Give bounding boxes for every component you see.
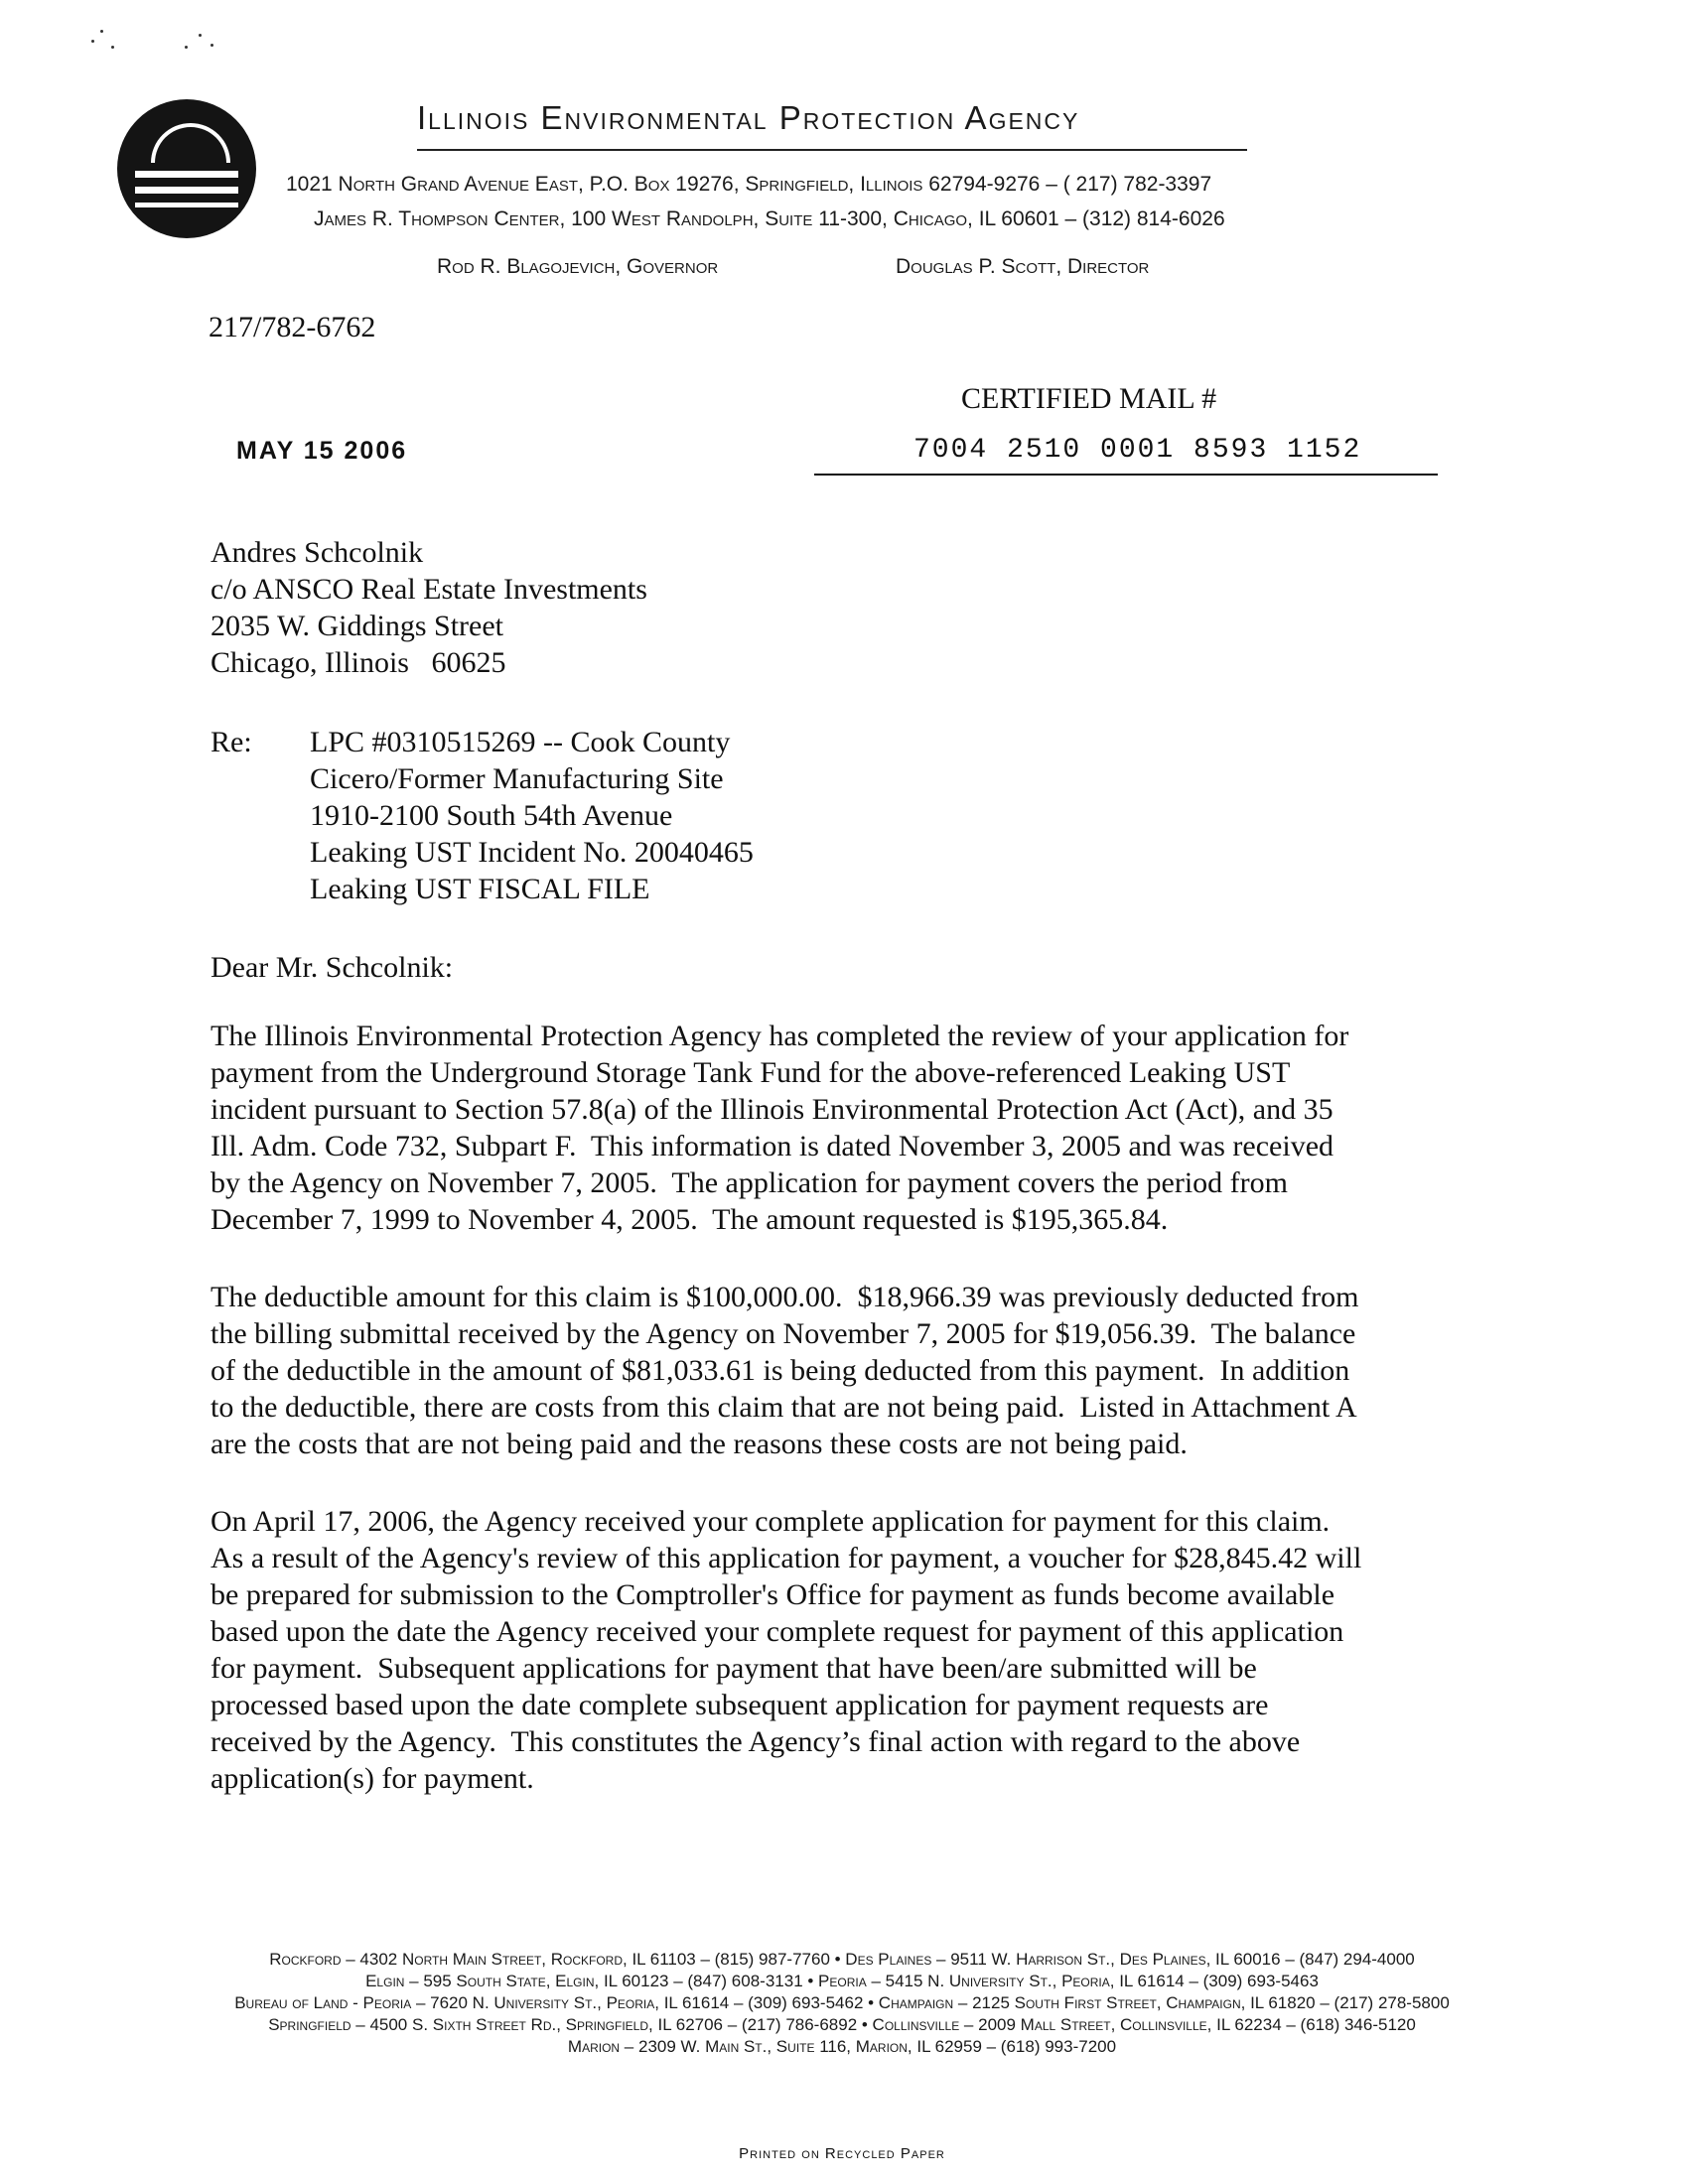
body-paragraph-1 [210, 1018, 1472, 1238]
address-line-2: James R. Thompson Center, 100 West Randolph, Suite 11-300, Chicago, IL 60601 – (312) 814-6026 [314, 207, 1225, 230]
scan-speck [111, 46, 114, 49]
re-line: Cicero/Former Manufacturing Site [310, 762, 724, 795]
header-rule [417, 149, 1247, 151]
body-line: processed based upon the date complete subsequent application for payment requests are [210, 1689, 1269, 1721]
recipient-line: 2035 W. Giddings Street [210, 610, 504, 642]
re-line: LPC #0310515269 -- Cook County [310, 726, 731, 758]
body-line: On April 17, 2006, the Agency received your complete application for payment for this claim. [210, 1505, 1331, 1538]
body-line: incident pursuant to Section 57.8(a) of the Illinois Environmental Protection Act (Act), and 35 [210, 1093, 1333, 1126]
re-subject [310, 724, 754, 907]
body-line: application(s) for payment. [210, 1762, 534, 1795]
scan-speck [199, 34, 202, 37]
certified-mail-label: CERTIFIED MAIL # [961, 382, 1217, 415]
body-line: to the deductible, there are costs from this claim that are not being paid. Listed in Attachment A [210, 1391, 1357, 1424]
re-label: Re: [210, 726, 252, 758]
recipient-line: Andres Schcolnik [210, 536, 424, 569]
re-line: 1910-2100 South 54th Avenue [310, 799, 673, 832]
scan-speck [185, 46, 188, 49]
certified-mail-rule [814, 474, 1438, 476]
salutation: Dear Mr. Schcolnik: [210, 951, 454, 984]
recycled-paper-note: Printed on Recycled Paper [739, 2145, 945, 2162]
certified-mail-number: 7004 2510 0001 8593 1152 [913, 435, 1362, 466]
scan-speck [100, 30, 103, 33]
footer-offices-line-1: Rockford – 4302 North Main Street, Rockford, IL 61103 – (815) 987-7760 • Des Plaines – 9511 W. Harrison St., Des Plaines, IL 60016 – (847) 294-4000 [269, 1950, 1415, 1969]
body-line: received by the Agency. This constitutes the Agency’s final action with regard to the above [210, 1725, 1301, 1758]
agency-seal-icon [117, 99, 256, 238]
body-line: the billing submittal received by the Agency on November 7, 2005 for $19,056.39. The balance [210, 1317, 1356, 1350]
body-line: The Illinois Environmental Protection Agency has completed the review of your application for [210, 1020, 1349, 1052]
recipient-line: c/o ANSCO Real Estate Investments [210, 573, 647, 606]
scan-speck [91, 40, 94, 43]
body-line: are the costs that are not being paid and the reasons these costs are not being paid. [210, 1428, 1188, 1460]
address-line-1: 1021 North Grand Avenue East, P.O. Box 19276, Springfield, Illinois 62794-9276 – ( 217) 782-3397 [286, 173, 1212, 196]
phone-number: 217/782-6762 [209, 311, 376, 343]
body-line: The deductible amount for this claim is $100,000.00. $18,966.39 was previously deducted from [210, 1281, 1359, 1313]
footer-offices-line-3: Bureau of Land - Peoria – 7620 N. University St., Peoria, IL 61614 – (309) 693-5462 • Champaign – 2125 South First Street, Champaign, IL 61820 – (217) 278-5800 [234, 1993, 1450, 2012]
body-line: December 7, 1999 to November 4, 2005. The amount requested is $195,365.84. [210, 1203, 1169, 1236]
body-paragraph-2 [210, 1279, 1472, 1462]
footer-offices-line-2: Elgin – 595 South State, Elgin, IL 60123 – (847) 608-3131 • Peoria – 5415 N. University St., Peoria, IL 61614 – (309) 693-5463 [365, 1972, 1319, 1990]
body-line: be prepared for submission to the Comptroller's Office for payment as funds become available [210, 1578, 1335, 1611]
footer-offices-line-5: Marion – 2309 W. Main St., Suite 116, Marion, IL 62959 – (618) 993-7200 [567, 2037, 1117, 2056]
body-line: payment from the Underground Storage Tank Fund for the above-referenced Leaking UST [210, 1056, 1291, 1089]
scan-speck [210, 44, 213, 47]
footer-offices-line-4: Springfield – 4500 S. Sixth Street Rd., Springfield, IL 62706 – (217) 786-6892 • Collinsville – 2009 Mall Street, Collinsville, IL 62234 – (618) 346-5120 [268, 2015, 1416, 2034]
date-stamp: MAY 15 2006 [236, 437, 408, 465]
agency-name: Illinois Environmental Protection Agency [417, 99, 1080, 136]
recipient-address [210, 534, 647, 681]
body-line: based upon the date the Agency received your complete request for payment of this application [210, 1615, 1344, 1648]
body-line: Ill. Adm. Code 732, Subpart F. This information is dated November 3, 2005 and was received [210, 1130, 1334, 1162]
governor-name: Rod R. Blagojevich, Governor [437, 255, 719, 278]
body-line: of the deductible in the amount of $81,033.61 is being deducted from this payment. In addition [210, 1354, 1350, 1387]
body-paragraph-3 [210, 1503, 1472, 1797]
body-line: for payment. Subsequent applications for payment that have been/are submitted will be [210, 1652, 1257, 1685]
re-line: Leaking UST FISCAL FILE [310, 873, 650, 905]
re-line: Leaking UST Incident No. 20040465 [310, 836, 754, 869]
body-line: As a result of the Agency's review of this application for payment, a voucher for $28,845.42 will [210, 1542, 1362, 1574]
recipient-line: Chicago, Illinois 60625 [210, 646, 506, 679]
body-line: by the Agency on November 7, 2005. The application for payment covers the period from [210, 1166, 1288, 1199]
director-name: Douglas P. Scott, Director [896, 255, 1150, 278]
